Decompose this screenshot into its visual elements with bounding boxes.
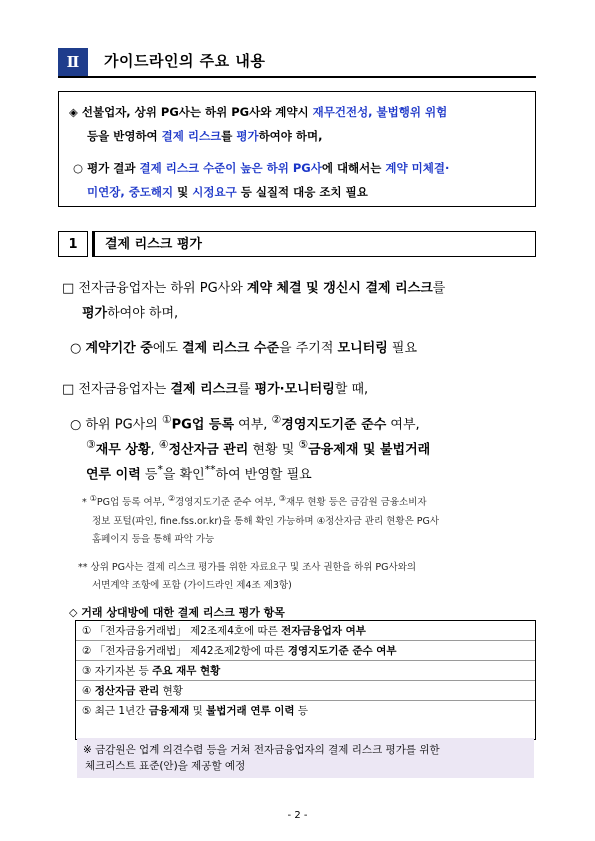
summary-text: 하여야 하며,: [258, 129, 323, 143]
footnote-text: PG업 등록 여부,: [96, 497, 168, 509]
summary-line-2: [87, 128, 323, 144]
notice-box: [77, 738, 534, 778]
item-text: ① 「전자금융거래법」 제2조제4호에 따른: [82, 625, 282, 637]
square-bullet-icon: □: [62, 382, 75, 397]
body-text: 필요: [387, 341, 418, 356]
summary-highlight: 계약 미체결·: [385, 161, 450, 175]
footnote-mark: **: [204, 463, 216, 476]
summary-line-1: [69, 104, 447, 120]
footnote-mark: *: [157, 463, 163, 476]
item-text: 현황: [159, 685, 183, 697]
item-bold: 주요 재무 현황: [152, 665, 221, 677]
item-text: 등: [294, 705, 309, 717]
summary-text: 를: [221, 129, 237, 143]
body-text: 하위 PG사의: [85, 417, 162, 433]
body-text: 등: [140, 467, 158, 483]
body-bold: 평가: [82, 306, 108, 321]
item-text: ④: [82, 685, 95, 697]
body-text: 을 주기적: [279, 341, 338, 356]
circle-bullet-icon: ○: [70, 417, 82, 433]
body-bold: 계약기간 중: [85, 341, 153, 356]
subsection-title: 결제 리스크 평가: [92, 231, 536, 257]
summary-box: [58, 91, 536, 207]
summary-text: 등 실질적 대응 조치 필요: [236, 185, 368, 199]
section-number: Ⅱ: [58, 48, 88, 76]
superscript-number: ①: [89, 494, 97, 503]
summary-highlight: 시정요구: [192, 185, 237, 199]
body-text: ,: [150, 442, 159, 458]
footnote-text: 재무 현황 등은 금감원 금융소비자: [285, 497, 427, 509]
item-text: ③ 자기자본 등: [82, 665, 153, 677]
circle-bullet-icon: ○: [73, 161, 84, 175]
item-bold: 불법거래 연루 이력: [206, 705, 295, 717]
body-bold: 모니터링: [337, 341, 388, 356]
footnote-1-line-1: [82, 494, 427, 508]
item-text: ⑤ 최근 1년간: [82, 705, 149, 717]
body-text: 를: [432, 281, 446, 296]
superscript-number: ①: [161, 413, 172, 426]
square-bullet-icon: □: [62, 281, 75, 296]
evaluation-items-header: ◇ 거래 상대방에 대한 결제 리스크 평가 항목: [69, 606, 285, 619]
footnote-text: *: [82, 497, 90, 509]
footnote-1-line-2: 정보 포털(파인, fine.fss.or.kr)을 통해 확인 가능하며 ④정산자금 관리 현황은 PG사: [92, 516, 440, 527]
superscript-number: ②: [271, 413, 282, 426]
evaluation-item-5: [76, 701, 535, 721]
paragraph-4-line-1: [70, 413, 420, 432]
body-text: 전자금융업자는: [78, 382, 171, 397]
footnote-1-line-3: 홈페이지 등을 통해 파악 가능: [92, 534, 215, 545]
body-text: 에도: [152, 341, 183, 356]
item-bold: 정산자금 관리: [94, 685, 160, 697]
summary-highlight: 결제 리스크: [161, 129, 222, 143]
footnote-text: 경영지도기준 준수 여부,: [175, 497, 279, 509]
body-text: 을 확인: [162, 467, 205, 483]
item-bold: 전자금융업자 여부: [281, 625, 366, 637]
body-bold: PG업 등록: [171, 417, 235, 433]
body-text: 할 때,: [334, 382, 369, 397]
paragraph-1-line-2: [82, 302, 178, 321]
item-text: 및: [189, 705, 207, 717]
summary-line-3: [73, 160, 449, 176]
body-bold: 정산자금 관리: [168, 442, 249, 458]
superscript-number: ③: [278, 494, 286, 503]
summary-text: 및: [173, 185, 193, 199]
body-text: 하여야 하며,: [107, 306, 179, 321]
body-bold: 금융제재 및 불법거래: [308, 442, 431, 458]
notice-line-2: 체크리스트 표준(안)을 제공할 예정: [85, 760, 246, 772]
evaluation-item-4: [76, 681, 535, 701]
summary-highlight: 결제 리스크 수준이 높은 하위 PG사: [139, 161, 322, 175]
section-title: 가이드라인의 주요 내용: [104, 52, 266, 70]
body-text: 하여 반영할 필요: [215, 467, 312, 483]
item-text: ② 「전자금융거래법」 제42조제2항에 따른: [82, 645, 288, 657]
evaluation-item-3: [76, 661, 535, 681]
evaluation-item-1: [76, 621, 535, 641]
paragraph-4-line-3: [86, 463, 312, 482]
summary-text: 에 대해서는: [321, 161, 386, 175]
superscript-number: ⑤: [298, 438, 309, 451]
summary-text: 선불업자, 상위 PG사는 하위 PG사와 계약시: [81, 105, 313, 119]
summary-text: 등을 반영하여: [87, 129, 162, 143]
body-bold: 재무 상황: [95, 442, 151, 458]
paragraph-4-line-2: [86, 438, 430, 457]
paragraph-1-line-1: [62, 277, 445, 296]
paragraph-2: [70, 337, 417, 356]
footnote-2-line-1: ** 상위 PG사는 결제 리스크 평가를 위한 자료요구 및 조사 권한을 하위 PG사와의: [78, 562, 417, 573]
body-text: 현황 및: [248, 442, 299, 458]
body-bold: 연루 이력: [86, 467, 141, 483]
body-bold: 계약 체결 및 갱신시 결제 리스크: [246, 281, 433, 296]
evaluation-item-2: [76, 641, 535, 661]
summary-highlight: 평가: [236, 129, 259, 143]
summary-line-4: [87, 184, 368, 200]
notice-line-1: ※ 금감원은 업계 의견수렴 등을 거쳐 전자금융업자의 결제 리스크 평가를 위한: [83, 744, 440, 756]
page-number: - 2 -: [287, 810, 308, 821]
body-bold: 평가·모니터링: [254, 382, 335, 397]
evaluation-items-box: [75, 620, 536, 740]
body-text: 여부,: [234, 417, 272, 433]
body-text: 여부,: [386, 417, 420, 433]
item-bold: 경영지도기준 준수 여부: [287, 645, 397, 657]
item-bold: 금융제재: [148, 705, 190, 717]
section-rule: [58, 76, 536, 78]
body-text: 를: [237, 382, 255, 397]
summary-highlight: 미연장, 중도해지: [87, 185, 174, 199]
summary-text: 평가 결과: [87, 161, 140, 175]
footnote-2-line-2: 서면계약 조항에 포함 (가이드라인 제4조 제3항): [92, 580, 292, 591]
superscript-number: ②: [167, 494, 176, 503]
section-header: [58, 48, 536, 78]
superscript-number: ③: [86, 438, 96, 451]
subsection-number: 1: [58, 231, 88, 257]
subsection-header: [58, 231, 536, 257]
circle-bullet-icon: ○: [70, 341, 82, 356]
summary-highlight: 재무건전성, 불법행위 위험: [312, 105, 448, 119]
paragraph-3: [62, 378, 368, 397]
body-bold: 결제 리스크 수준: [182, 341, 280, 356]
body-bold: 경영지도기준 준수: [281, 417, 387, 433]
body-bold: 결제 리스크: [170, 382, 238, 397]
diamond-bullet-icon: ◈: [69, 105, 78, 119]
body-text: 전자금융업자는 하위 PG사와: [78, 281, 247, 296]
superscript-number: ④: [158, 438, 169, 451]
